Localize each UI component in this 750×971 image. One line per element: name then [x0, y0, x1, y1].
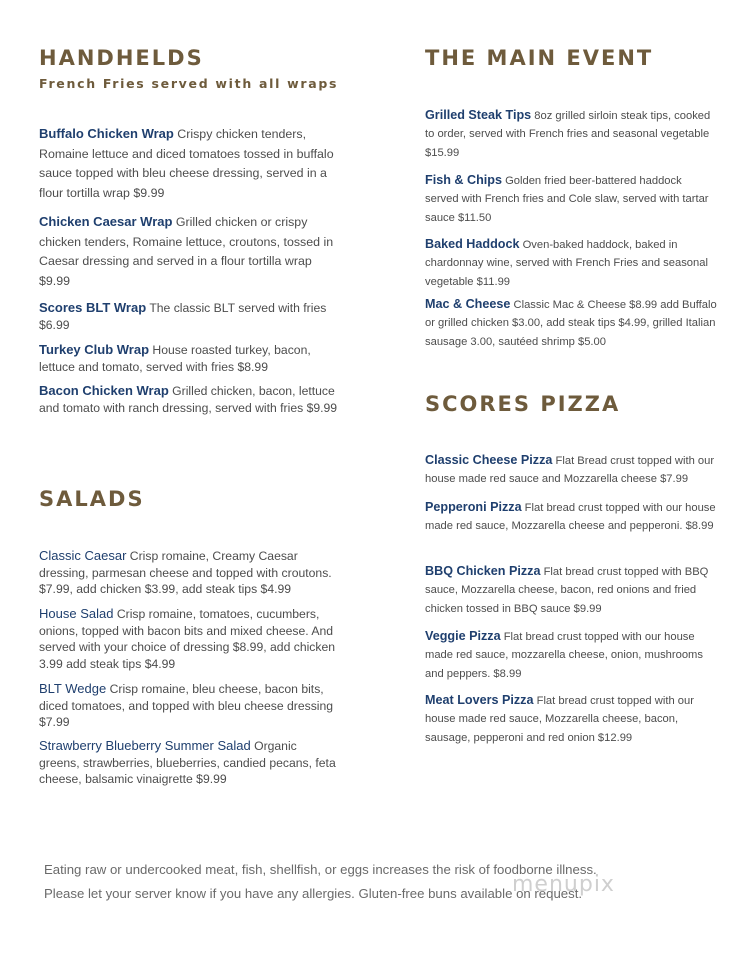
main-event-title: THE MAIN EVENT [425, 46, 654, 70]
menu-item [425, 691, 717, 747]
item-name: Turkey Club Wrap [39, 342, 150, 357]
item-name: Mac & Cheese [425, 297, 511, 311]
menu-item [39, 738, 339, 788]
item-name: BBQ Chicken Pizza [425, 564, 541, 578]
menu-item [39, 383, 339, 416]
item-name: Meat Lovers Pizza [425, 693, 534, 707]
item-desc: Crispy chicken tenders, Romaine lettuce and diced tomatoes tossed in buffalo sauce topped with bleu cheese dressing, served in a flour tortilla wrap $9.99 [39, 127, 334, 200]
handhelds-subtitle: French Fries served with all wraps [39, 76, 339, 91]
pizza-title: SCORES PIZZA [425, 392, 621, 416]
item-name: Bacon Chicken Wrap [39, 383, 169, 398]
item-name: House Salad [39, 606, 114, 621]
item-desc: Flat bread crust topped with BBQ sauce, Mozzarella cheese, bacon, red onions and fried chicken tossed in BBQ sauce $9.99 [425, 566, 709, 615]
watermark-text: menupix [512, 872, 615, 897]
menu-item [39, 124, 339, 203]
menu-item [425, 627, 717, 683]
item-desc: Flat bread crust topped with our house made red sauce, Mozzarella cheese, bacon, sausage, pepperoni and red onion $12.99 [425, 695, 694, 744]
menu-item [425, 498, 717, 536]
item-name: Pepperoni Pizza [425, 500, 522, 514]
menu-item [39, 681, 339, 731]
item-desc: Flat bread crust topped with our house made red sauce, mozzarella cheese, onion, mushrooms and peppers. $8.99 [425, 631, 703, 680]
item-desc: Crisp romaine, Creamy Caesar dressing, parmesan cheese and topped with croutons. $7.99, add chicken $3.99, add steak tips $4.99 [39, 549, 332, 596]
item-name: Buffalo Chicken Wrap [39, 126, 174, 141]
item-name: Scores BLT Wrap [39, 300, 147, 315]
menu-item [39, 548, 339, 598]
item-desc: Oven-baked haddock, baked in chardonnay wine, served with French Fries and seasonal vegetable $11.99 [425, 239, 708, 288]
item-name: Strawberry Blueberry Summer Salad [39, 738, 251, 753]
item-name: Veggie Pizza [425, 629, 501, 643]
item-desc: Flat Bread crust topped with our house made red sauce and Mozzarella cheese $7.99 [425, 455, 715, 486]
item-name: Fish & Chips [425, 173, 502, 187]
item-desc: Classic Mac & Cheese $8.99 add Buffalo or grilled chicken $3.00, add steak tips $4.99, grilled Italian sausage 3.00, sautéed shrimp $5.00 [425, 299, 717, 348]
item-name: Chicken Caesar Wrap [39, 214, 173, 229]
item-desc: House roasted turkey, bacon, lettuce and tomato, served with fries $8.99 [39, 343, 311, 374]
item-desc: Crisp romaine, tomatoes, cucumbers, onions, topped with bacon bits and mixed cheese. And served with your choice of dressing $8.99, add chicken 3.99 add steak tips $4.99 [39, 607, 336, 671]
item-name: Classic Cheese Pizza [425, 453, 553, 467]
item-desc: Golden fried beer-battered haddock served with French fries and Cole slaw, served with tartar sauce $11.50 [425, 175, 709, 224]
item-desc: Flat bread crust topped with our house made red sauce, Mozzarella cheese and pepperoni. $8.99 [425, 502, 716, 533]
notice-line-1: Eating raw or undercooked meat, fish, shellfish, or eggs increases the risk of foodborne illness. [44, 862, 597, 877]
item-desc: Crisp romaine, bleu cheese, bacon bits, diced tomatoes, and topped with bleu cheese dressing $7.99 [39, 682, 334, 729]
item-name: Grilled Steak Tips [425, 108, 532, 122]
handhelds-title: HANDHELDS [39, 46, 204, 70]
salads-title: SALADS [39, 487, 145, 511]
notice-line-2: Please let your server know if you have any allergies. Gluten-free buns available on request. [44, 886, 583, 901]
item-desc: Organic greens, strawberries, blueberries, candied pecans, feta cheese, balsamic vinaigrette $9.99 [39, 739, 336, 786]
menu-item [425, 235, 717, 291]
item-desc: Grilled chicken, bacon, lettuce and tomato with ranch dressing, served with fries $9.99 [39, 384, 338, 415]
menu-item [425, 562, 717, 618]
item-name: Baked Haddock [425, 237, 520, 251]
menu-item [39, 300, 339, 333]
item-name: BLT Wedge [39, 681, 107, 696]
menu-item [39, 342, 339, 375]
menu-item [39, 606, 339, 672]
item-desc: Grilled chicken or crispy chicken tenders, Romaine lettuce, croutons, tossed in Caesar dressing and served in a flour tortilla wrap $9.99 [39, 215, 334, 288]
item-name: Classic Caesar [39, 548, 127, 563]
menu-item [39, 212, 339, 291]
menu-item [425, 106, 717, 162]
menu-item [425, 451, 717, 489]
menu-item [425, 295, 717, 351]
item-desc: 8oz grilled sirloin steak tips, cooked to order, served with French fries and seasonal vegetable $15.99 [425, 110, 711, 159]
item-desc: The classic BLT served with fries $6.99 [39, 301, 327, 332]
menu-item [425, 171, 717, 227]
